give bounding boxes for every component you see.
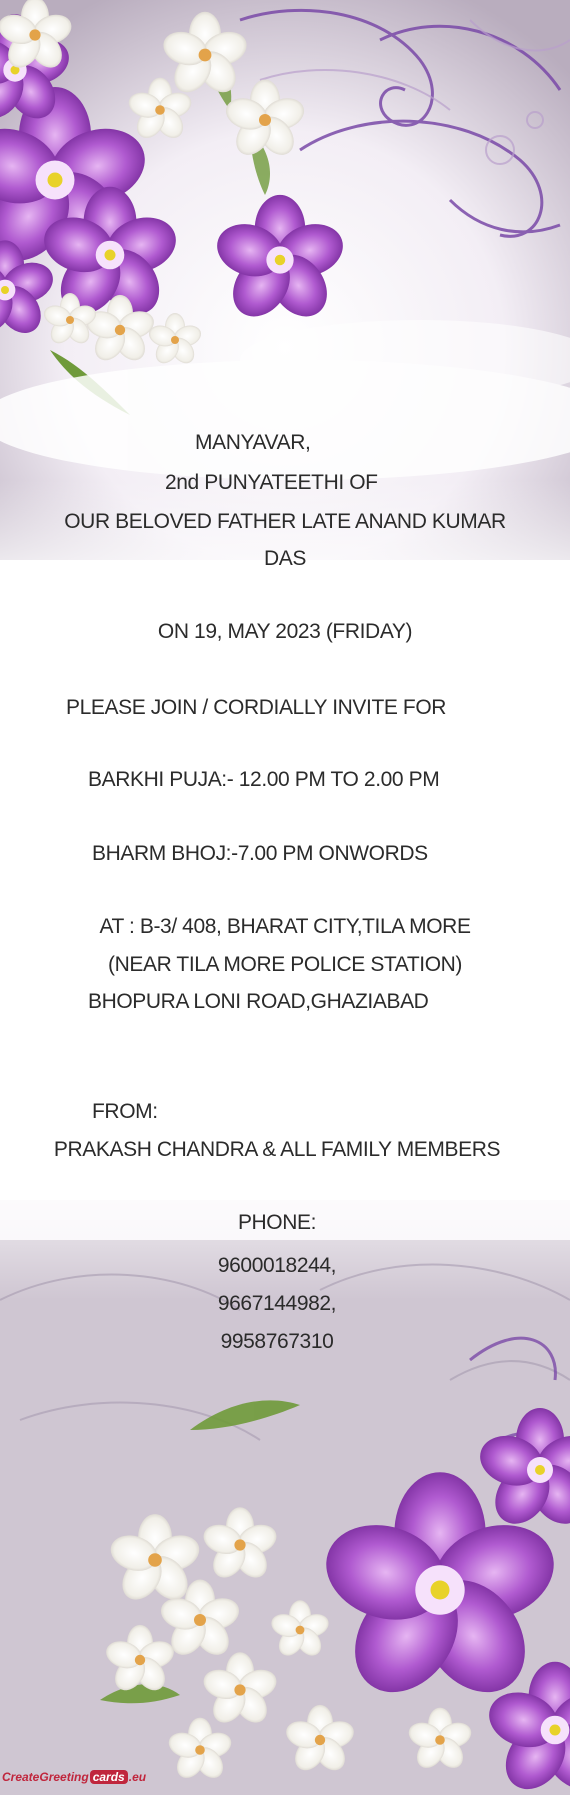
invite-line: PLEASE JOIN / CORDIALLY INVITE FOR xyxy=(66,696,447,719)
greeting: MANYAVAR, xyxy=(195,431,311,454)
honoree-line2: DAS xyxy=(264,547,306,570)
phone-label: PHONE: xyxy=(237,1211,317,1234)
address-line3: BHOPURA LONI ROAD,GHAZIABAD xyxy=(88,990,429,1013)
phone-number: 9667144982, xyxy=(217,1292,337,1315)
event-barkhi-puja: BARKHI PUJA:- 12.00 PM TO 2.00 PM xyxy=(88,768,440,791)
address-line2: (NEAR TILA MORE POLICE STATION) xyxy=(108,953,462,976)
phone-number: 9958767310 xyxy=(220,1330,334,1353)
bottom-background xyxy=(0,1240,570,1795)
phone-number: 9600018244, xyxy=(217,1254,337,1277)
from-name: PRAKASH CHANDRA & ALL FAMILY MEMBERS xyxy=(53,1138,501,1161)
occasion: 2nd PUNYATEETHI OF xyxy=(165,471,378,494)
honoree-line1: OUR BELOVED FATHER LATE ANAND KUMAR xyxy=(64,510,506,533)
ceremony-date: ON 19, MAY 2023 (FRIDAY) xyxy=(157,620,413,643)
site-watermark-logo[interactable] xyxy=(2,1764,146,1790)
watermark-text: CreateGreeting xyxy=(2,1770,89,1784)
address-line1: AT : B-3/ 408, BHARAT CITY,TILA MORE xyxy=(99,915,471,938)
watermark-cards-badge: cards xyxy=(90,1770,128,1784)
event-bharm-bhoj: BHARM BHOJ:-7.00 PM ONWORDS xyxy=(92,842,428,865)
watermark-tld: .eu xyxy=(128,1770,147,1784)
from-label: FROM: xyxy=(92,1100,158,1123)
